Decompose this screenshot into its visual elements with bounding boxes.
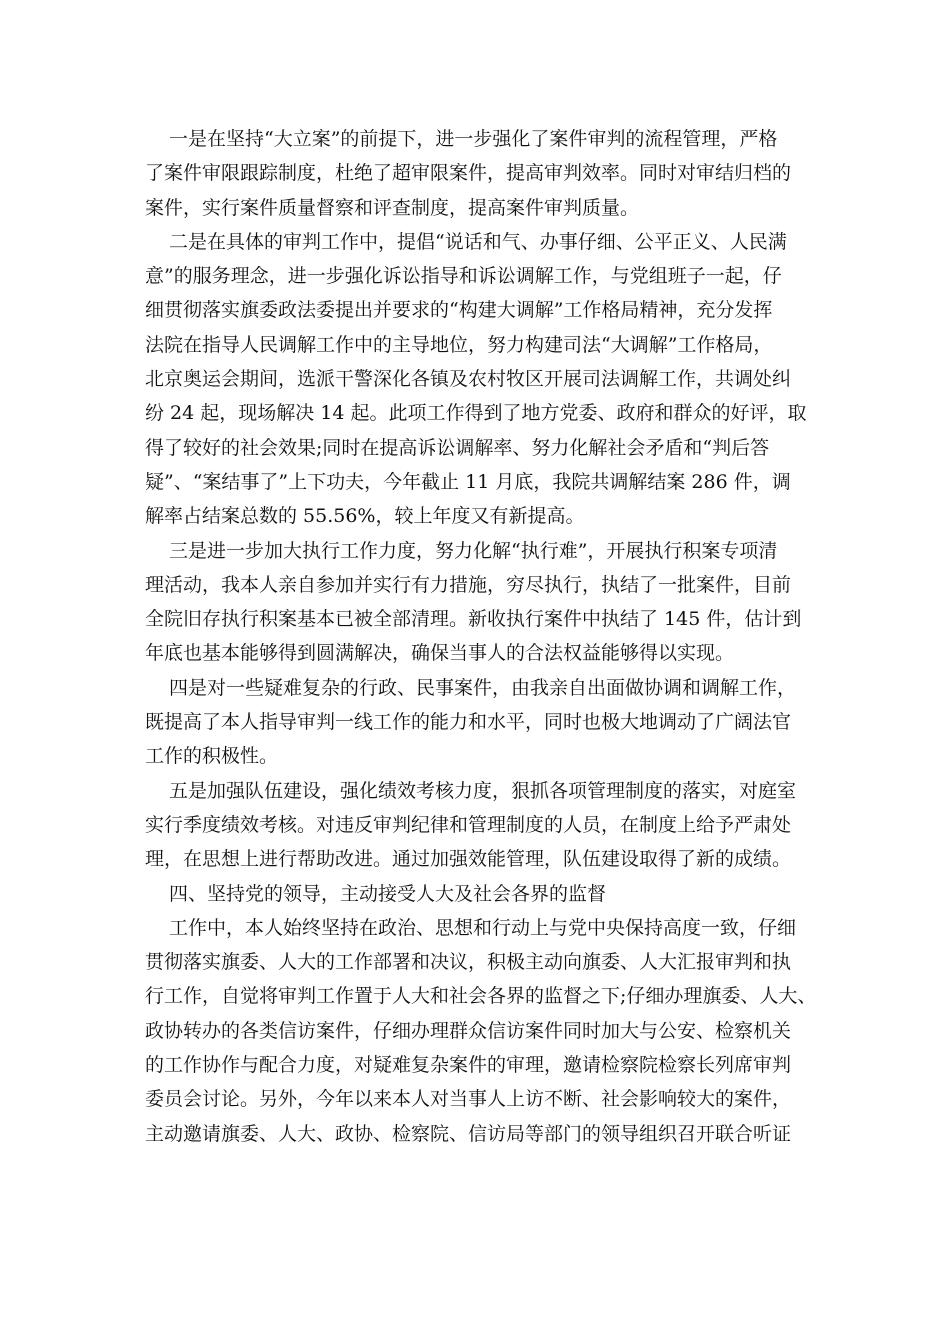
paragraph-first-line: 一是在坚持“大立案”的前提下，进一步强化了案件审判的流程管理，严格 [169, 128, 778, 150]
paragraph-line: 得了较好的社会效果;同时在提高诉讼调解率、努力化解社会矛盾和“判后答 [145, 436, 770, 459]
paragraph-line: 委员会讨论。另外，今年以来本人对当事人上访不断、社会影响较大的案件， [145, 1088, 792, 1111]
paragraph-first-line: 四是对一些疑难复杂的行政、民事案件，由我亲自出面做协调和调解工作， [169, 676, 797, 699]
paragraph-line: 法院在指导人民调解工作中的主导地位，努力构建司法“大调解”工作格局， [145, 333, 773, 356]
paragraph-line: 解率占结案总数的 55.56%，较上年度又有新提高。 [145, 505, 585, 528]
paragraph-line: 了案件审限跟踪制度，杜绝了超审限案件，提高审判效率。同时对审结归档的 [145, 162, 792, 185]
paragraph-first-line: 五是加强队伍建设，强化绩效考核力度，狠抓各项管理制度的落实，对庭室 [169, 779, 797, 802]
paragraph-line: 主动邀请旗委、人大、政协、检察院、信访局等部门的领导组织召开联合听证 [145, 1122, 792, 1145]
paragraph-first-line: 二是在具体的审判工作中，提倡“说话和气、办事仔细、公平正义、人民满 [169, 230, 787, 253]
paragraph-line: 疑”、“案结事了”上下功夫，今年截止 11 月底，我院共调解结案 286 件，调 [145, 470, 791, 493]
paragraph-line: 全院旧存执行积案基本已被全部清理。新收执行案件中执结了 145 件，估计到 [145, 608, 802, 631]
paragraph-line: 贯彻落实旗委、人大的工作部署和决议，积极主动向旗委、人大汇报审判和执 [145, 951, 792, 974]
paragraph-line: 政协转办的各类信访案件，仔细办理群众信访案件同时加大与公安、检察机关 [145, 1019, 792, 1042]
paragraph-line: 理，在思想上进行帮助改进。通过加强效能管理，队伍建设取得了新的成绩。 [145, 848, 792, 871]
paragraph-line: 案件，实行案件质量督察和评查制度，提高案件审判质量。 [145, 196, 640, 219]
paragraph-line: 理活动，我本人亲自参加并实行有力措施，穷尽执行，执结了一批案件，目前 [145, 573, 792, 596]
paragraph-first-line: 工作中，本人始终坚持在政治、思想和行动上与党中央保持高度一致，仔细 [169, 916, 797, 939]
paragraph-line: 行工作，自觉将审判工作置于人大和社会各界的监督之下;仔细办理旗委、人大、 [145, 985, 817, 1008]
paragraph-line: 实行季度绩效考核。对违反审判纪律和管理制度的人员，在制度上给予严肃处 [145, 813, 792, 836]
paragraph-line: 北京奥运会期间，选派干警深化各镇及农村牧区开展司法调解工作，共调处纠 [145, 368, 792, 391]
paragraph-line: 纷 24 起，现场解决 14 起。此项工作得到了地方党委、政府和群众的好评，取 [145, 402, 807, 425]
paragraph-first-line: 四、坚持党的领导，主动接受人大及社会各界的监督 [169, 882, 607, 905]
paragraph-line: 既提高了本人指导审判一线工作的能力和水平，同时也极大地调动了广阔法官 [145, 711, 792, 734]
paragraph-line: 年底也基本能够得到圆满解决，确保当事人的合法权益能够得以实现。 [145, 642, 735, 665]
paragraph-line: 的工作协作与配合力度，对疑难复杂案件的审理，邀请检察院检察长列席审判 [145, 1054, 792, 1077]
body-text [145, 122, 825, 1151]
paragraph-line: 意”的服务理念，进一步强化诉讼指导和诉讼调解工作，与党组班子一起，仔 [145, 265, 782, 288]
paragraph-line: 细贯彻落实旗委政法委提出并要求的“构建大调解”工作格局精神，充分发挥 [145, 299, 773, 322]
paragraph-first-line: 三是进一步加大执行工作力度，努力化解“执行难”，开展执行积案专项清 [169, 539, 778, 562]
paragraph-line: 工作的积极性。 [145, 745, 279, 768]
